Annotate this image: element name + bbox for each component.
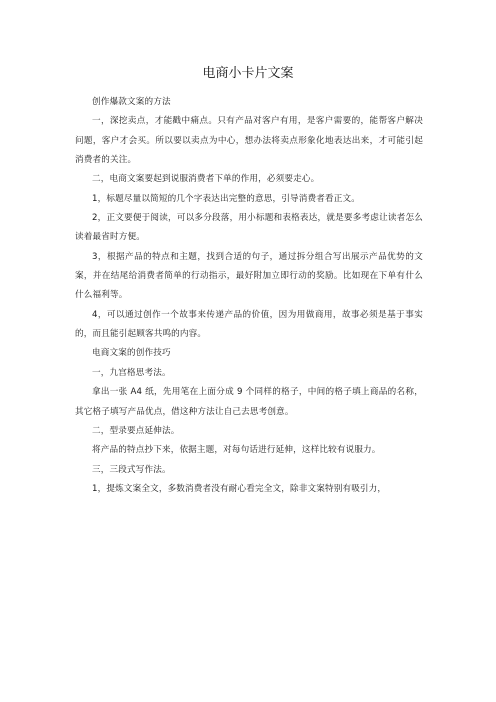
document-title: 电商小卡片文案 xyxy=(202,66,294,81)
paragraph-subheading: 电商文案的创作技巧 xyxy=(92,348,171,359)
paragraph: 将产品的特点抄下来，依据主题，对每句话进行延伸，这样比较有说服力。 xyxy=(92,445,381,456)
paragraph: 一，九宫格思考法。 xyxy=(92,367,171,378)
paragraph: 4，可以通过创作一个故事来传递产品的价值，因为用做商用，故事必须是基于事实的，而且能引起顾客共鸣的内容。 xyxy=(75,309,423,340)
paragraph: 一，深挖卖点，才能戳中痛点。只有产品对客户有用，是客户需要的，能帮客户解决问题，客户才会买。所以要以卖点为中心，想办法将卖点形象化地表达出来，才可能引起消费者的关注。 xyxy=(75,116,423,166)
paragraph: 2，正文要便于阅读，可以多分段落，用小标题和表格表达，就是要多考虑让读者怎么读着最省时方便。 xyxy=(75,213,423,243)
paragraph-subheading: 创作爆款文案的方法 xyxy=(92,97,171,107)
document-body xyxy=(75,93,423,499)
paragraph: 3，根据产品的特点和主题，找到合适的句子，通过拆分组合写出展示产品优势的文案，并在结尾给消费者简单的行动指示，最好附加立即行动的奖励。比如现在下单有什么什么福利等。 xyxy=(75,251,423,301)
paragraph: 1，标题尽量以简短的几个字表达出完整的意思，引导消费者看正文。 xyxy=(92,193,360,204)
paragraph: 二，型录要点延伸法。 xyxy=(92,425,180,436)
paragraph: 二，电商文案要起到说服消费者下单的作用，必须要走心。 xyxy=(92,174,320,185)
paragraph: 1，提炼文案全文，多数消费者没有耐心看完全文，除非文案特别有吸引力， xyxy=(92,483,387,494)
paragraph: 拿出一张 A4 纸，先用笔在上面分成 9 个同样的格子，中间的格子填上商品的名称，其它格子填写产品优点，借这种方法让自己去思考创意。 xyxy=(75,387,423,417)
paragraph: 三，三段式写作法。 xyxy=(92,464,171,475)
